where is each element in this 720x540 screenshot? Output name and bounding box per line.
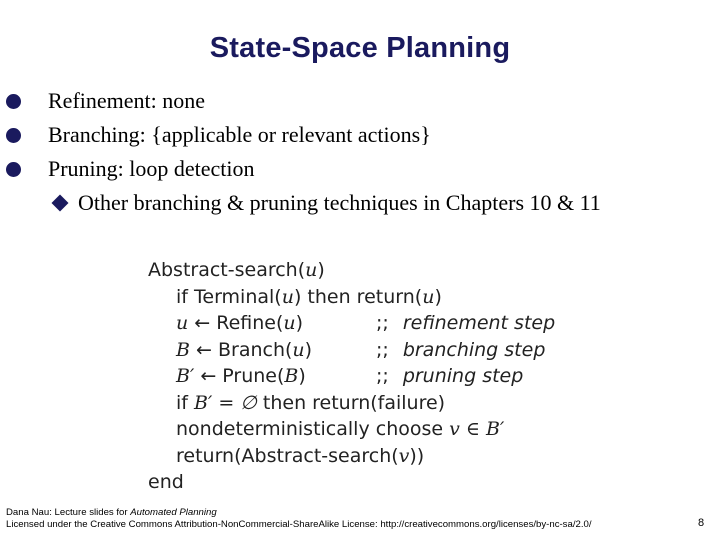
algo-text: ) xyxy=(434,285,442,308)
bullet-dot-icon xyxy=(6,94,21,109)
algo-line-recurse xyxy=(148,443,588,470)
algo-text: ) then return( xyxy=(293,285,423,308)
algo-var: v xyxy=(398,444,410,467)
algo-line-empty-check xyxy=(148,390,588,417)
algo-comment: ;; branching step xyxy=(376,338,546,361)
bullet-text: Branching: {applicable or relevant actions} xyxy=(48,122,431,147)
sub-bullet-text: Other branching & pruning techniques in Chapters 10 & 11 xyxy=(78,190,601,215)
sub-bullet-item xyxy=(6,188,706,222)
algo-text: ← Prune( xyxy=(194,365,285,387)
algo-text: if xyxy=(176,391,195,414)
algo-text: ← Refine( xyxy=(188,312,284,334)
algo-line-branch xyxy=(148,337,588,364)
algo-var: u xyxy=(422,285,435,308)
slide-footer xyxy=(6,507,591,531)
algo-var: B′ = ∅ xyxy=(194,391,257,414)
bullet-dot-icon xyxy=(6,128,21,143)
algo-text: nondeterministically choose xyxy=(176,418,450,440)
algo-var: u xyxy=(176,312,189,334)
algo-text: return(Abstract-search( xyxy=(176,444,399,467)
algo-comment: ;; refinement step xyxy=(376,312,556,334)
diamond-bullet-icon xyxy=(52,195,69,212)
algo-comment: ;; pruning step xyxy=(376,365,524,387)
algo-line-end xyxy=(148,469,588,496)
algo-text: )) xyxy=(409,444,425,467)
algo-var: u xyxy=(292,338,305,361)
algo-line-header xyxy=(148,257,588,284)
algo-text: Abstract-search( xyxy=(148,259,306,281)
algo-text: ) xyxy=(295,312,304,334)
algo-var: u xyxy=(281,285,294,308)
slide-title: State-Space Planning xyxy=(209,32,511,64)
algo-line-prune xyxy=(148,363,588,390)
bullet-item-refinement xyxy=(6,86,706,120)
bullet-list xyxy=(6,86,706,222)
algo-text: end xyxy=(148,471,184,493)
algo-text: if Terminal( xyxy=(176,285,282,308)
bullet-item-branching xyxy=(6,120,706,154)
algorithm-pseudocode xyxy=(148,257,588,496)
algo-text: then return(failure) xyxy=(256,391,446,414)
algo-text: ) xyxy=(298,365,306,387)
bullet-text: Pruning: loop detection xyxy=(48,156,255,181)
algo-var: B xyxy=(176,338,190,361)
bullet-item-pruning xyxy=(6,154,706,188)
algo-line-terminal xyxy=(148,284,588,311)
algo-line-choose xyxy=(148,416,588,443)
page-number: 8 xyxy=(698,517,705,529)
footer-credit: Dana Nau: Lecture slides for Automated Planning xyxy=(6,507,217,518)
bullet-dot-icon xyxy=(6,162,21,177)
algo-text: ← Branch( xyxy=(189,338,293,361)
algo-var: u xyxy=(283,312,296,334)
algo-var: B xyxy=(284,365,299,387)
algo-line-refine xyxy=(148,310,588,337)
algo-var: u xyxy=(305,259,318,281)
algo-text: ) xyxy=(304,338,313,361)
algo-text: ) xyxy=(317,259,325,281)
bullet-text: Refinement: none xyxy=(48,88,206,113)
footer-license: Licensed under the Creative Commons Attribution-NonCommercial-ShareAlike License: http://creativecommons.org/licenses/by-nc-sa/2.0/ xyxy=(6,519,592,530)
algo-var: v ∈ B′ xyxy=(449,418,505,440)
algo-var: B′ xyxy=(176,365,195,387)
